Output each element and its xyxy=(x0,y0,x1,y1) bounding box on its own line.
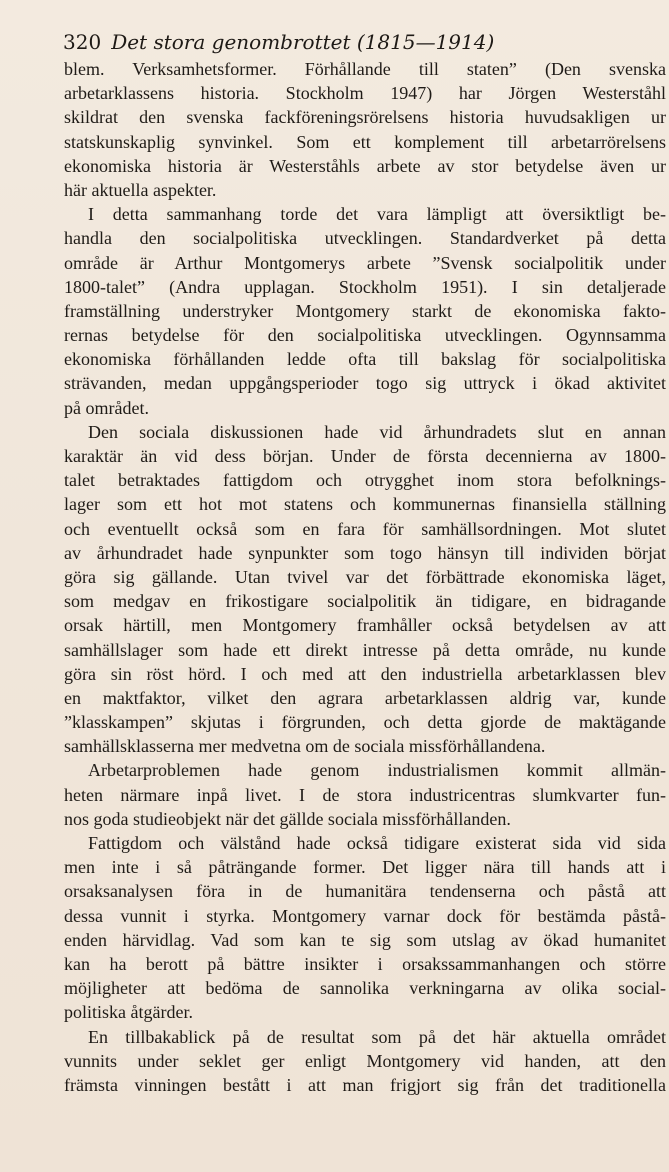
chapter-title: Det stora genombrottet (1815—1914) xyxy=(111,30,495,54)
text-line: orsak härtill, men Montgomery framhåller också betydelsen av att xyxy=(64,615,666,636)
text-line: ”klasskampen” skjutas i förgrunden, och detta gjorde de maktägande xyxy=(64,712,666,733)
text-line: 1800-talet” (Andra upplagan. Stockholm 1951). I sin detaljerade xyxy=(64,276,666,297)
text-line: område är Arthur Montgomerys arbete ”Svensk socialpolitik under xyxy=(64,252,666,273)
text-line: handla den socialpolitiska utvecklingen. Standardverket på detta xyxy=(64,228,666,249)
text-line: här aktuella aspekter. xyxy=(64,179,217,200)
text-line: men inte i så påträngande former. Det ligger nära till hands att i xyxy=(64,857,666,878)
text-line: lager som ett hot mot statens och kommunernas finansiella ställning xyxy=(64,494,666,515)
text-line: talet betraktades fattigdom och otrygghet inom stora befolknings- xyxy=(64,470,666,491)
text-line: en maktfaktor, vilket den agrara arbetarklassen aldrig var, kunde xyxy=(64,687,666,708)
text-line: Den sociala diskussionen hade vid århundradets slut en annan xyxy=(88,421,666,442)
text-line: möjligheter att bedöma de sannolika verkningarna av olika social- xyxy=(64,978,666,999)
text-line: enden härvidlag. Vad som kan te sig som utslag av ökad humanitet xyxy=(64,929,666,950)
text-line: framställning understryker Montgomery starkt de ekonomiska fakto- xyxy=(64,300,666,321)
text-line: rernas betydelse för den socialpolitiska utvecklingen. Ogynnsamma xyxy=(64,325,666,346)
text-line: kan ha berott på bättre insikter i orsakssammanhangen och större xyxy=(64,953,666,974)
text-line: ekonomiska förhållanden ledde ofta till bakslag för socialpolitiska xyxy=(64,349,666,370)
text-line: Arbetarproblemen hade genom industrialismen kommit allmän- xyxy=(88,760,666,781)
text-line: vunnits under seklet ger enligt Montgomery vid handen, att den xyxy=(64,1050,666,1071)
text-line: samhällsklasserna mer medvetna om de sociala missförhållandena. xyxy=(64,736,546,757)
text-line: politiska åtgärder. xyxy=(64,1002,193,1023)
running-header xyxy=(63,30,494,54)
text-line: på området. xyxy=(64,397,149,418)
text-line: göra sig gällande. Utan tvivel var det förbättrade ekonomiska läget, xyxy=(64,566,666,587)
text-line: statskunskaplig synvinkel. Som ett komplement till arbetarrörelsens xyxy=(64,131,666,152)
text-line: blem. Verksamhetsformer. Förhållande till staten” (Den svenska xyxy=(64,59,666,79)
text-line: I detta sammanhang torde det vara lämpligt att översiktligt be- xyxy=(88,204,666,225)
text-line: av århundradet hade synpunkter som togo hänsyn till individen börjat xyxy=(64,542,666,563)
text-line: strävanden, medan uppgångsperioder togo sig uttryck i ökad aktivitet xyxy=(64,373,666,394)
text-line: skildrat den svenska fackföreningsrörelsens historia huvudsakligen ur xyxy=(64,107,666,128)
text-line: Fattigdom och välstånd hade också tidigare existerat sida vid sida xyxy=(88,833,666,853)
text-line: arbetarklassens historia. Stockholm 1947) har Jörgen Westerståhl xyxy=(64,83,666,104)
text-line: främsta vinningen bestått i att man frigjort sig från det traditionella xyxy=(64,1074,666,1095)
text-line: En tillbakablick på de resultat som på det här aktuella området xyxy=(88,1026,666,1047)
page-number: 320 xyxy=(63,30,102,54)
text-line: göra sin röst hörd. I och med att den industriella arbetarklassen blev xyxy=(64,663,666,684)
text-line: orsaksanalysen föra in de humanitära tendenserna och påstå att xyxy=(64,881,666,902)
text-line: samhällslager som hade ett direkt intresse på detta område, nu kunde xyxy=(64,639,666,660)
text-line: ekonomiska historia är Westerståhls arbete av stor betydelse även ur xyxy=(64,155,666,176)
text-line: och eventuellt också som en fara för samhällsordningen. Mot slutet xyxy=(64,518,666,539)
text-line: som medgav en frikostigare socialpolitik än tidigare, en bidragande xyxy=(64,591,666,612)
text-line: karaktär än vid dess början. Under de första decennierna av 1800- xyxy=(64,446,666,466)
text-line: dessa vunnit i styrka. Montgomery varnar dock för bestämda påstå- xyxy=(64,905,666,926)
body-text xyxy=(64,57,666,1097)
text-line: heten närmare inpå livet. I de stora industricentras slumkvarter fun- xyxy=(64,784,666,805)
text-line: nos goda studieobjekt när det gällde sociala missförhållanden. xyxy=(64,808,511,829)
